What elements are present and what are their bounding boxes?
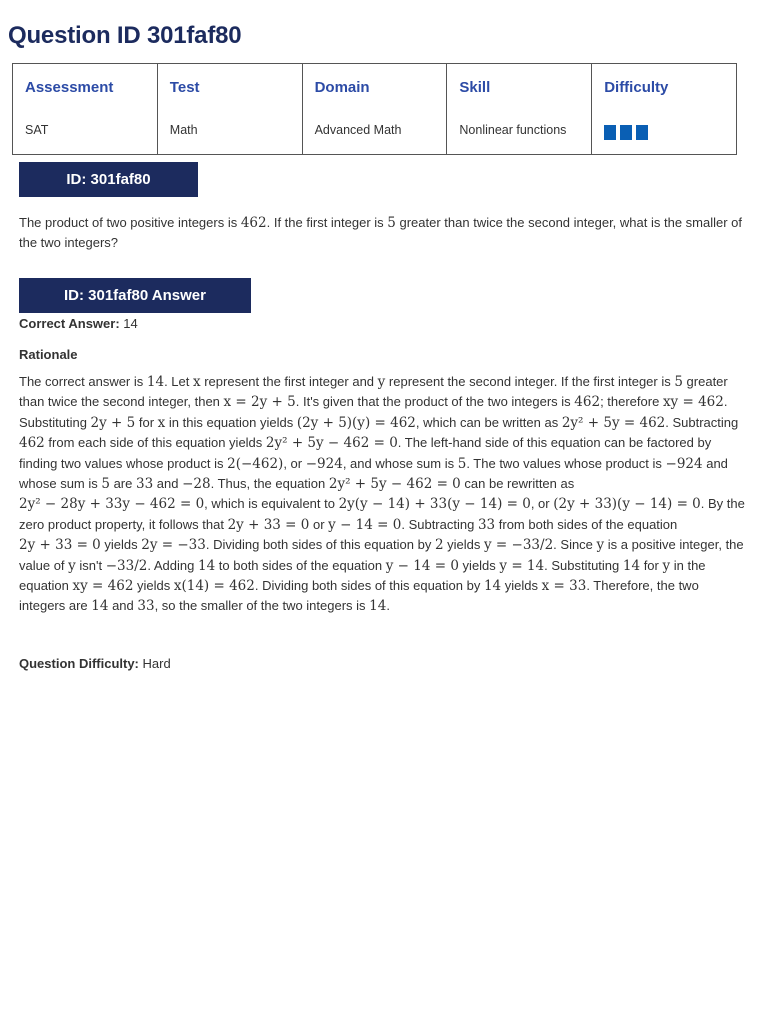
text-run: . If the first integer is — [266, 215, 388, 230]
math-expression: y — [377, 374, 386, 390]
math-expression: 2y² + 5y = 462 — [561, 414, 666, 431]
text-run: from both sides of the equation — [495, 516, 678, 532]
text-run: in this equation yields — [165, 414, 297, 430]
meta-header-skill: Skill — [459, 79, 491, 96]
text-run: . Since — [553, 537, 597, 553]
difficulty-indicator — [604, 125, 724, 140]
page-title: Question ID 301faf80 — [8, 22, 242, 49]
meta-cell-domain — [302, 64, 447, 155]
math-expression: (2y + 5)(y) = 462 — [296, 414, 416, 431]
math-expression: y = −33/2 — [484, 537, 554, 554]
math-expression: y — [662, 557, 671, 574]
text-run: yields — [133, 578, 174, 594]
text-run: . Thus, the equation — [210, 476, 329, 492]
math-expression: x = 33 — [541, 578, 587, 595]
text-run: in the equation — [19, 557, 706, 594]
math-expression: 33 — [137, 598, 155, 615]
text-run: yields — [501, 578, 542, 594]
text-run: and — [108, 598, 138, 614]
meta-value-assessment: SAT — [25, 123, 49, 137]
text-run: for — [640, 557, 663, 573]
text-run: isn't — [75, 557, 106, 573]
text-run: . Let — [164, 374, 193, 389]
meta-cell-test — [157, 64, 302, 155]
question-id-banner: ID: 301faf80 — [19, 162, 198, 197]
meta-cell-skill — [447, 64, 592, 155]
text-run: . Therefore, the two integers are — [19, 578, 699, 614]
meta-value-skill: Nonlinear functions — [459, 123, 567, 137]
math-expression: 5 — [457, 455, 467, 472]
math-expression: xy = 462 — [662, 394, 724, 411]
math-expression: 2(−462) — [227, 455, 284, 472]
text-run: or — [309, 516, 329, 532]
text-run: yields — [443, 537, 485, 553]
rationale-heading: Rationale — [19, 347, 78, 362]
math-expression: 33 — [477, 516, 496, 533]
difficulty-bar — [620, 125, 632, 140]
text-run: , and whose sum is — [342, 455, 458, 471]
math-expression: y = 14 — [499, 557, 545, 574]
difficulty-bar — [604, 125, 616, 140]
text-run: , which can be written as — [415, 414, 562, 430]
math-expression: −924 — [305, 455, 343, 472]
correct-answer-value: 14 — [119, 316, 138, 331]
math-expression: x — [192, 374, 201, 390]
answer-id-banner: ID: 301faf80 Answer — [19, 278, 251, 313]
math-expression: 2y + 5 — [90, 414, 136, 431]
math-expression: −28 — [182, 476, 211, 493]
meta-header-test: Test — [169, 79, 200, 96]
text-run: from each side of this equation yields — [44, 435, 266, 451]
math-expression: xy = 462 — [72, 578, 134, 595]
math-expression: 2y + 33 = 0 — [19, 537, 101, 554]
text-run: are — [109, 476, 136, 492]
meta-header-assessment: Assessment — [25, 79, 114, 96]
math-expression: 33 — [135, 476, 154, 493]
text-run: represent the first integer and — [200, 374, 378, 389]
math-expression: 462 — [240, 215, 267, 231]
text-run: and whose sum is — [19, 455, 728, 492]
text-run: represent the second integer. If the first integer is — [385, 374, 675, 389]
text-run: for — [135, 414, 158, 430]
math-expression: 5 — [101, 476, 110, 493]
text-run: , or — [283, 455, 306, 471]
math-expression: x(14) = 462 — [173, 578, 255, 595]
meta-header-domain: Domain — [314, 79, 370, 96]
math-expression: x = 2y + 5 — [223, 394, 296, 411]
math-expression: 14 — [369, 598, 387, 615]
math-expression: 2 — [434, 537, 444, 554]
question-difficulty-value: Hard — [138, 656, 171, 671]
text-run: The product of two positive integers is — [19, 215, 241, 230]
correct-answer-label: Correct Answer: — [19, 316, 120, 331]
math-expression: y − 14 = 0 — [328, 516, 402, 533]
math-expression: 2y + 33 = 0 — [227, 516, 310, 533]
text-run: ; therefore — [600, 394, 663, 410]
math-expression: 462 — [19, 435, 45, 452]
math-expression: 5 — [387, 215, 396, 231]
math-expression: y — [596, 537, 605, 554]
question-difficulty-label: Question Difficulty: — [19, 656, 139, 671]
meta-header-difficulty: Difficulty — [604, 79, 669, 96]
question-difficulty — [19, 656, 171, 671]
math-expression: 2y² − 28y + 33y − 462 = 0 — [19, 496, 205, 513]
math-expression: y — [68, 557, 76, 574]
text-run: yields — [100, 537, 142, 553]
text-run: . Adding — [147, 557, 198, 573]
math-expression: y − 14 = 0 — [385, 557, 459, 574]
math-expression: −924 — [665, 455, 703, 472]
text-run: can be rewritten as — [460, 476, 575, 492]
text-run: . Dividing both sides of this equation by — [205, 537, 435, 553]
math-expression: 2y = −33 — [141, 537, 206, 554]
math-expression: 5 — [674, 374, 683, 390]
math-expression: 14 — [91, 598, 109, 615]
meta-value-test: Math — [169, 123, 198, 137]
text-run: greater than twice the second integer, then — [19, 374, 728, 410]
text-run: greater than twice the second integer, what is the smaller of the two integers? — [19, 215, 743, 250]
math-expression: 14 — [197, 557, 216, 574]
question-meta-table — [12, 63, 737, 155]
text-run: to both sides of the equation — [215, 557, 386, 573]
text-run: yields — [458, 557, 500, 573]
text-run: , so the smaller of the two integers is — [154, 598, 370, 614]
math-expression: 462 — [574, 394, 601, 411]
text-run: . Subtracting — [665, 414, 739, 430]
math-expression: −33/2 — [105, 557, 148, 574]
math-expression: 2y² + 5y − 462 = 0 — [328, 476, 461, 493]
text-run: . Substituting — [544, 557, 623, 573]
text-run: . Dividing both sides of this equation by — [254, 578, 484, 594]
text-run: The correct answer is — [19, 374, 147, 389]
difficulty-bar — [636, 125, 648, 140]
math-expression: 14 — [622, 557, 641, 574]
correct-answer — [19, 316, 138, 331]
text-run: . Subtracting — [401, 516, 478, 532]
text-run: , or — [530, 496, 554, 512]
text-run: , which is equivalent to — [204, 496, 339, 512]
text-run: . By the zero product property, it follows that — [19, 496, 745, 532]
math-expression: (2y + 33)(y − 14) = 0 — [553, 496, 701, 513]
text-run: . — [386, 598, 390, 614]
text-run: . The two values whose product is — [466, 455, 666, 471]
text-run: is a positive integer, the value of — [19, 537, 744, 573]
math-expression: 2y(y − 14) + 33(y − 14) = 0 — [338, 496, 531, 513]
math-expression: 14 — [146, 374, 165, 390]
meta-cell-assessment — [13, 64, 158, 155]
text-run: . It's given that the product of the two integers is — [295, 394, 575, 410]
question-text — [19, 213, 745, 253]
text-run: . Substituting — [19, 394, 728, 430]
rationale-text — [19, 372, 745, 617]
meta-cell-difficulty — [592, 64, 737, 155]
math-expression: 2y² + 5y − 462 = 0 — [265, 435, 398, 452]
math-expression: x — [157, 414, 166, 431]
text-run: . The left-hand side of this equation can be factored by finding two values whose product is — [19, 435, 712, 471]
text-run: and — [153, 476, 183, 492]
meta-value-domain: Advanced Math — [314, 123, 402, 137]
math-expression: 14 — [483, 578, 502, 595]
